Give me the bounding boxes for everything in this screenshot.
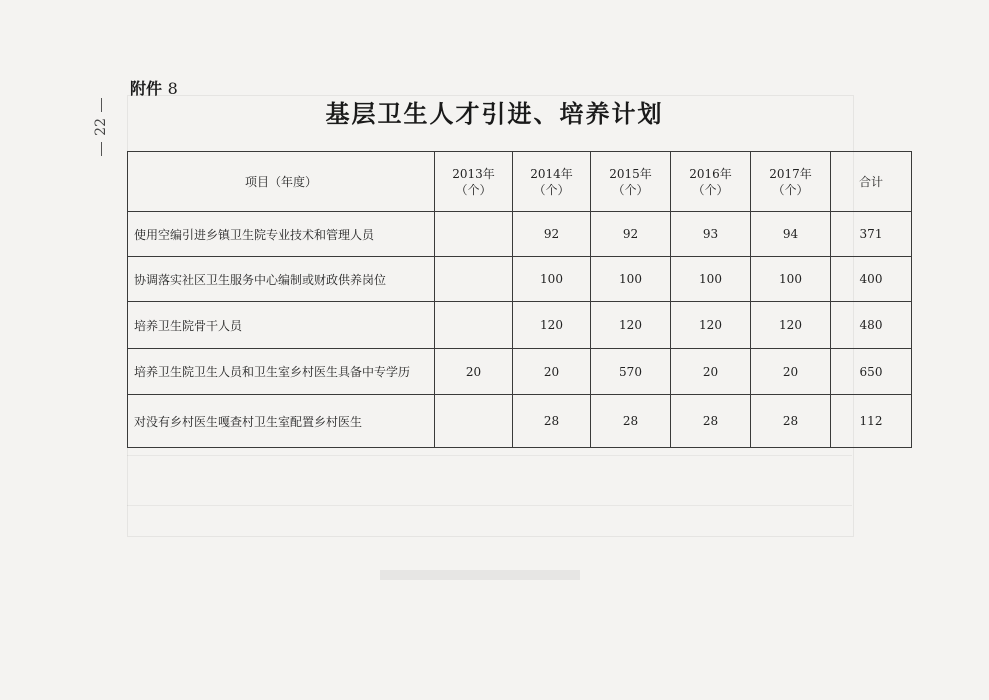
cell-total: 650 xyxy=(831,349,912,395)
cell-2014: 28 xyxy=(513,395,591,448)
bleed-through-line xyxy=(127,455,852,456)
cell-2013 xyxy=(435,302,513,349)
bleed-through-line xyxy=(380,570,580,580)
cell-2017: 120 xyxy=(751,302,831,349)
row-item: 协调落实社区卫生服务中心编制或财政供养岗位 xyxy=(128,257,435,302)
cell-2015: 570 xyxy=(591,349,671,395)
cell-2015: 120 xyxy=(591,302,671,349)
cell-2015: 100 xyxy=(591,257,671,302)
page-number-text: 22 xyxy=(93,118,109,136)
attachment-text: 附件 xyxy=(130,79,163,98)
cell-2017: 100 xyxy=(751,257,831,302)
cell-total: 480 xyxy=(831,302,912,349)
cell-2017: 28 xyxy=(751,395,831,448)
cell-2015: 28 xyxy=(591,395,671,448)
cell-2014: 100 xyxy=(513,257,591,302)
row-item: 使用空编引进乡镇卫生院专业技术和管理人员 xyxy=(128,212,435,257)
plan-table xyxy=(127,151,912,448)
cell-2016: 93 xyxy=(671,212,751,257)
cell-2013 xyxy=(435,395,513,448)
attachment-number: 8 xyxy=(167,79,178,98)
cell-total: 112 xyxy=(831,395,912,448)
cell-2013 xyxy=(435,257,513,302)
cell-2015: 92 xyxy=(591,212,671,257)
table-row xyxy=(128,349,912,395)
row-item: 培养卫生院骨干人员 xyxy=(128,302,435,349)
cell-2014: 20 xyxy=(513,349,591,395)
header-year-2014: 2014年 （个） xyxy=(513,152,591,212)
cell-2014: 92 xyxy=(513,212,591,257)
cell-2016: 28 xyxy=(671,395,751,448)
header-item: 项目（年度） xyxy=(128,152,435,212)
table-row xyxy=(128,302,912,349)
cell-2016: 120 xyxy=(671,302,751,349)
cell-2017: 94 xyxy=(751,212,831,257)
table-row xyxy=(128,212,912,257)
cell-2013: 20 xyxy=(435,349,513,395)
cell-2016: 20 xyxy=(671,349,751,395)
page-number-dash xyxy=(101,142,102,156)
header-year-2017: 2017年 （个） xyxy=(751,152,831,212)
bleed-through-line xyxy=(127,505,852,506)
cell-total: 371 xyxy=(831,212,912,257)
cell-2014: 120 xyxy=(513,302,591,349)
row-item: 对没有乡村医生嘎查村卫生室配置乡村医生 xyxy=(128,395,435,448)
header-total: 合计 xyxy=(831,152,912,212)
cell-2016: 100 xyxy=(671,257,751,302)
header-year-2016: 2016年 （个） xyxy=(671,152,751,212)
table-header-row xyxy=(128,152,912,212)
header-year-2015: 2015年 （个） xyxy=(591,152,671,212)
cell-total: 400 xyxy=(831,257,912,302)
row-item: 培养卫生院卫生人员和卫生室乡村医生具备中专学历 xyxy=(128,349,435,395)
page-title: 基层卫生人才引进、培养计划 xyxy=(325,100,664,128)
table-row xyxy=(128,395,912,448)
header-year-2013: 2013年 （个） xyxy=(435,152,513,212)
table-row xyxy=(128,257,912,302)
cell-2013 xyxy=(435,212,513,257)
cell-2017: 20 xyxy=(751,349,831,395)
